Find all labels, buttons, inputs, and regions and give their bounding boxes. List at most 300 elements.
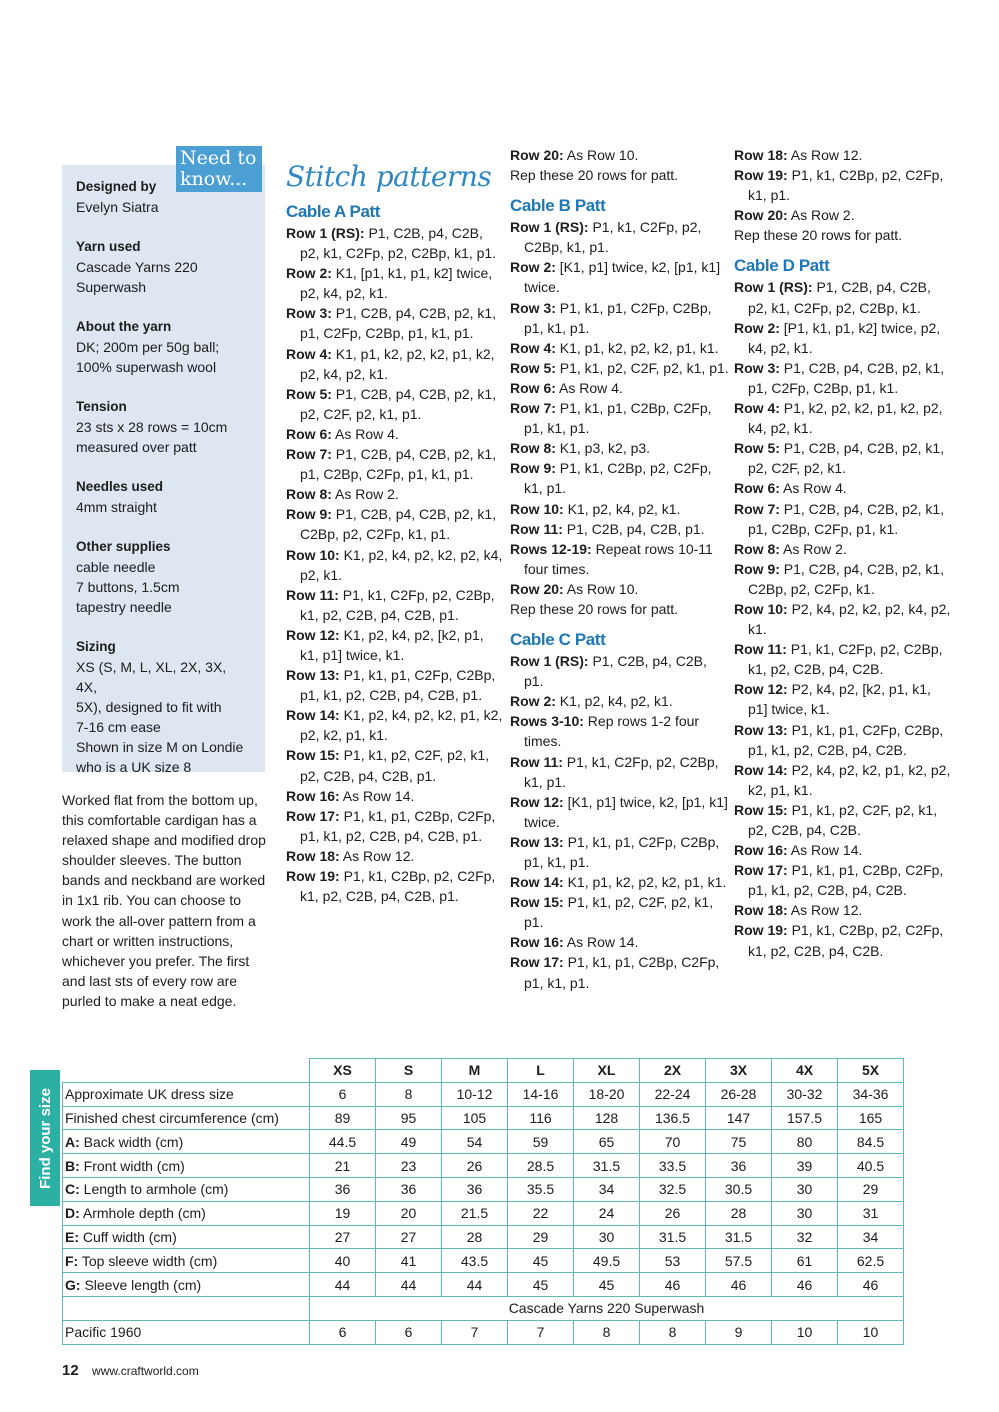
measurement-value: 39	[772, 1154, 838, 1178]
measurement-value: 49	[376, 1130, 442, 1154]
info-line: 23 sts x 28 rows = 10cm	[76, 419, 228, 435]
pattern-row	[734, 599, 954, 639]
size-header: XL	[574, 1059, 640, 1083]
measurement-value: 26-28	[706, 1082, 772, 1106]
measurement-value: 165	[838, 1106, 904, 1130]
pattern-column-2	[510, 145, 730, 993]
row-label: Row 15:	[734, 801, 788, 818]
row-text: As Row 4.	[555, 379, 623, 396]
pattern-row	[510, 892, 730, 932]
measurement-value: 46	[838, 1273, 904, 1297]
pattern-row	[286, 866, 506, 906]
measurement-value: 44.5	[310, 1130, 376, 1154]
spacer	[734, 245, 954, 255]
row-label: Row 2:	[286, 265, 332, 282]
row-label: Row 18:	[286, 847, 340, 864]
row-label: Row 16:	[286, 787, 340, 804]
measurement-name: Top sleeve width (cm)	[78, 1252, 218, 1269]
row-label: Row 9:	[734, 560, 780, 577]
stitch-patterns-title: Stitch patterns	[286, 160, 492, 193]
pattern-row	[734, 679, 954, 719]
row-label: Row 12:	[510, 793, 564, 810]
intro-text: Worked flat from the bottom up, this comfortable cardigan has a relaxed shape and modified drop shoulder sleeves. The button bands and neckband are worked in 1x1 rib. You can choose to work the all-over pattern from a chart or written instructions, whichever you prefer. The first and last sts of every row are purled to make a neat edge.	[62, 792, 266, 1009]
spacer	[510, 185, 730, 195]
measurement-value: 30	[772, 1177, 838, 1201]
measurement-value: 30	[574, 1225, 640, 1249]
row-label: Row 11:	[510, 520, 563, 537]
pattern-row	[510, 398, 730, 438]
row-text: P1, k1, C2Bp, p2, C2Fp, k1, p1.	[748, 167, 944, 204]
row-text: K1, p1, k2, p2, k2, p1, k1.	[563, 874, 727, 891]
info-line: tapestry needle	[76, 599, 172, 615]
row-label: Row 4:	[286, 345, 332, 362]
row-text: P1, k1, C2Fp, p2, C2Bp, k1, p1.	[524, 219, 702, 256]
pattern-row	[734, 358, 954, 398]
pattern-section-title: Cable D Patt	[734, 256, 830, 276]
row-label: Row 11:	[510, 753, 563, 770]
info-heading: Tension	[76, 399, 127, 414]
pattern-row	[734, 499, 954, 539]
row-text: K1, [p1, k1, p1, k2] twice, p2, k4, p2, k1.	[300, 265, 493, 302]
row-text: P1, k1, p1, C2Fp, C2Bp, p1, k1, p1.	[524, 833, 720, 870]
measurement-value: 27	[376, 1225, 442, 1249]
row-label: Row 6:	[510, 379, 556, 396]
measurement-key: E:	[65, 1228, 79, 1245]
measurement-value: 23	[376, 1154, 442, 1178]
row-label: Row 10:	[510, 500, 564, 517]
row-label: Row 14:	[734, 761, 788, 778]
row-label: Row 6:	[734, 480, 780, 497]
row-label: Row 5:	[734, 440, 780, 457]
row-label: Row 8:	[510, 440, 556, 457]
measurement-name: Sleeve length (cm)	[80, 1276, 202, 1293]
row-label: Row 13:	[286, 667, 340, 684]
measurement-value: 33.5	[640, 1154, 706, 1178]
info-line: Cascade Yarns 220	[76, 259, 198, 275]
measurement-value: 20	[376, 1201, 442, 1225]
measurement-value: 19	[310, 1201, 376, 1225]
pattern-row	[510, 832, 730, 872]
yarn-heading: Cascade Yarns 220 Superwash	[310, 1296, 904, 1320]
measurement-value: 54	[442, 1130, 508, 1154]
row-label: Row 11:	[734, 641, 787, 658]
measurement-value: 28	[442, 1225, 508, 1249]
measurement-value: 89	[310, 1106, 376, 1130]
measurement-value: 21	[310, 1154, 376, 1178]
measurement-value: 28	[706, 1201, 772, 1225]
row-label: Row 4:	[510, 339, 556, 356]
row-label: Row 9:	[510, 460, 556, 477]
measurement-value: 6	[310, 1082, 376, 1106]
row-label: Row 2:	[510, 259, 556, 276]
measurement-value: 65	[574, 1130, 640, 1154]
measurement-value: 44	[442, 1273, 508, 1297]
pattern-row	[734, 639, 954, 679]
row-label: Row 15:	[510, 894, 564, 911]
measurement-label	[63, 1201, 310, 1225]
pattern-row	[510, 539, 730, 579]
row-label: Row 17:	[734, 862, 788, 879]
measurement-name: Finished chest circumference (cm)	[65, 1109, 279, 1126]
row-label: Row 5:	[510, 359, 556, 376]
row-text: P1, C2B, p4, C2B, p2, k1, p2, C2F, p2, k1.	[748, 440, 945, 477]
info-section	[76, 397, 251, 457]
yarn-label: Pacific 1960	[63, 1320, 310, 1344]
row-text: K1, p2, k4, p2, k1.	[563, 500, 681, 517]
row-label: Row 9:	[286, 506, 332, 523]
pattern-row	[734, 840, 954, 860]
measurement-value: 80	[772, 1130, 838, 1154]
measurement-value: 30.5	[706, 1177, 772, 1201]
measurement-value: 45	[574, 1273, 640, 1297]
pattern-row	[286, 384, 506, 424]
yarn-row	[63, 1320, 904, 1344]
yarn-value: 7	[508, 1320, 574, 1344]
table-row	[63, 1082, 904, 1106]
info-line: Superwash	[76, 279, 147, 295]
pattern-row	[734, 165, 954, 205]
row-label: Rows 12-19:	[510, 540, 592, 557]
row-text: As Row 14.	[339, 787, 415, 804]
pattern-row	[286, 745, 506, 785]
measurement-value: 84.5	[838, 1130, 904, 1154]
pattern-row	[510, 651, 730, 691]
pattern-section-title: Cable B Patt	[510, 196, 606, 216]
pattern-row	[286, 223, 506, 263]
size-header: L	[508, 1059, 574, 1083]
measurement-value: 36	[442, 1177, 508, 1201]
pattern-row	[734, 478, 954, 498]
info-line: 7-16 cm ease	[76, 719, 161, 735]
row-text: As Row 2.	[779, 540, 847, 557]
row-text: P1, C2B, p4, C2B, p2, k1, C2Bp, p2, C2Fp, k1.	[748, 560, 945, 597]
row-label: Row 5:	[286, 385, 332, 402]
size-header: 2X	[640, 1059, 706, 1083]
info-section	[76, 477, 251, 517]
row-text: P1, C2B, p4, C2B, p2, k1, C2Fp, p2, C2Bp, k1.	[748, 279, 931, 316]
measurement-label	[63, 1225, 310, 1249]
measurement-key: C:	[65, 1181, 80, 1198]
row-text: As Row 2.	[331, 486, 399, 503]
row-text: K1, p1, k2, p2, k2, p1, k1.	[555, 339, 719, 356]
measurement-name: Armhole depth (cm)	[79, 1205, 206, 1222]
row-label: Row 1 (RS):	[734, 279, 813, 296]
measurement-label	[63, 1273, 310, 1297]
row-text: As Row 4.	[331, 425, 399, 442]
pattern-row	[286, 705, 506, 745]
table-row	[63, 1225, 904, 1249]
row-text: As Row 4.	[779, 480, 847, 497]
info-line: 7 buttons, 1.5cm	[76, 579, 180, 595]
pattern-row	[734, 860, 954, 900]
pattern-row	[286, 484, 506, 504]
size-header: S	[376, 1059, 442, 1083]
pattern-row	[510, 378, 730, 398]
measurement-value: 36	[376, 1177, 442, 1201]
pattern-row	[734, 760, 954, 800]
measurement-name: Back width (cm)	[79, 1133, 184, 1150]
row-label: Row 16:	[510, 934, 564, 951]
measurement-value: 44	[376, 1273, 442, 1297]
row-label: Row 4:	[734, 400, 780, 417]
row-label: Row 19:	[734, 922, 788, 939]
size-header: 3X	[706, 1059, 772, 1083]
measurement-value: 35.5	[508, 1177, 574, 1201]
measurement-label	[63, 1082, 310, 1106]
pattern-row	[734, 398, 954, 438]
row-text: P1, k1, p1, C2Fp, C2Bp, p1, k1, p2, C2B, p4, C2B.	[748, 721, 944, 758]
measurement-value: 45	[508, 1249, 574, 1273]
row-label: Row 3:	[510, 299, 556, 316]
row-label: Row 10:	[734, 600, 788, 617]
page-number: 12	[62, 1362, 79, 1379]
row-text: P2, k4, p2, k2, p1, k2, p2, k2, p1, k1.	[748, 761, 951, 798]
row-text: P2, k4, p2, k2, p2, k4, p2, k1.	[748, 600, 951, 638]
measurement-value: 61	[772, 1249, 838, 1273]
pattern-note: Rep these 20 rows for patt.	[734, 227, 903, 244]
measurement-value: 46	[772, 1273, 838, 1297]
info-heading: Designed by	[76, 179, 157, 194]
pattern-row	[734, 559, 954, 599]
measurement-value: 24	[574, 1201, 640, 1225]
row-label: Row 20:	[510, 147, 564, 163]
row-text: [P1, k1, p1, k2] twice, p2, k4, p2, k1.	[748, 319, 941, 356]
row-text: K1, p2, k4, p2, k2, p1, k2, p2, k2, p1, k1.	[300, 707, 503, 744]
row-label: Row 17:	[286, 807, 340, 824]
row-text: P1, C2B, p4, C2B, p2, k1, p1, C2Bp, C2Fp, p1, k1, p1.	[300, 446, 497, 483]
row-label: Row 2:	[510, 693, 556, 710]
pattern-row	[510, 711, 730, 751]
info-line: who is a UK size 8	[76, 759, 192, 775]
row-label: Row 19:	[286, 868, 340, 884]
measurement-value: 30	[772, 1201, 838, 1225]
info-line: XS (S, M, L, XL, 2X, 3X, 4X,	[76, 659, 227, 695]
table-header-row	[63, 1059, 904, 1083]
measurement-value: 45	[508, 1273, 574, 1297]
pattern-row	[510, 438, 730, 458]
info-heading: Other supplies	[76, 539, 171, 554]
measurement-value: 95	[376, 1106, 442, 1130]
row-text: P1, C2B, p4, C2B, p1.	[524, 653, 707, 690]
row-text: P1, k1, C2Fp, p2, C2Bp, k1, p2, C2B, p4, C2B, p1.	[300, 586, 495, 623]
table-row	[63, 1273, 904, 1297]
measurement-value: 44	[310, 1273, 376, 1297]
row-text: P1, C2B, p4, C2B, p2, k1, p1, C2Bp, C2Fp, p1, k1.	[748, 500, 945, 537]
row-label: Row 8:	[286, 486, 332, 503]
info-line: Shown in size M on Londie	[76, 739, 244, 755]
measurement-value: 14-16	[508, 1082, 574, 1106]
measurement-value: 26	[442, 1154, 508, 1178]
info-heading: About the yarn	[76, 319, 172, 334]
row-label: Row 7:	[286, 446, 332, 463]
pattern-row	[286, 625, 506, 665]
pattern-row	[510, 932, 730, 952]
row-text: P1, C2B, p4, C2B, p2, k1, p1, C2Fp, C2Bp, p1, k1, p1.	[300, 305, 497, 342]
measurement-value: 21.5	[442, 1201, 508, 1225]
table-row	[63, 1249, 904, 1273]
info-line: measured over patt	[76, 439, 197, 455]
pattern-row	[734, 720, 954, 760]
pattern-note: Rep these 20 rows for patt.	[510, 167, 679, 184]
row-label: Row 1 (RS):	[510, 653, 589, 670]
measurement-value: 62.5	[838, 1249, 904, 1273]
size-table	[62, 1058, 904, 1345]
row-label: Row 17:	[510, 954, 564, 971]
row-text: P1, k1, p1, C2Bp, C2Fp, p1, k1, p2, C2B, p4, C2B, p1.	[300, 807, 496, 844]
pattern-row	[510, 872, 730, 892]
measurement-value: 147	[706, 1106, 772, 1130]
measurement-label	[63, 1130, 310, 1154]
measurement-value: 57.5	[706, 1249, 772, 1273]
measurement-value: 116	[508, 1106, 574, 1130]
table-row	[63, 1130, 904, 1154]
pattern-column-1	[286, 145, 506, 906]
row-text: P1, C2B, p4, C2B, p2, k1, C2Bp, p2, C2Fp, k1, p1.	[300, 506, 497, 543]
measurement-value: 136.5	[640, 1106, 706, 1130]
row-text: As Row 10.	[563, 580, 639, 597]
pattern-row	[510, 499, 730, 519]
row-label: Row 11:	[286, 586, 339, 603]
pattern-row	[286, 424, 506, 444]
measurement-value: 27	[310, 1225, 376, 1249]
info-section	[76, 537, 251, 617]
pattern-row	[734, 900, 954, 920]
page-footer	[62, 1362, 199, 1379]
footer-url: www.craftworld.com	[92, 1364, 199, 1378]
size-header: M	[442, 1059, 508, 1083]
pattern-section-title: Cable C Patt	[510, 630, 606, 650]
row-text: P1, k1, p1, C2Fp, C2Bp, p1, k1, p1.	[524, 299, 712, 336]
pattern-row	[510, 217, 730, 257]
row-text: As Row 14.	[563, 934, 639, 951]
measurement-name: Length to armhole (cm)	[79, 1181, 229, 1198]
table-corner	[63, 1059, 310, 1083]
row-label: Row 14:	[510, 874, 564, 891]
row-text: P1, k1, p2, C2F, p2, k1, p2, C2B, p4, C2B, p1.	[300, 747, 490, 784]
measurement-value: 34	[838, 1225, 904, 1249]
row-text: K1, p2, k4, p2, [k2, p1, k1, p1] twice, k1.	[300, 626, 484, 663]
measurement-value: 32.5	[640, 1177, 706, 1201]
measurement-value: 53	[640, 1249, 706, 1273]
pattern-row	[286, 504, 506, 544]
row-label: Row 13:	[734, 721, 788, 738]
measurement-value: 36	[310, 1177, 376, 1201]
measurement-label	[63, 1106, 310, 1130]
row-text: [K1, p1] twice, k2, [p1, k1] twice.	[524, 793, 728, 830]
row-label: Row 3:	[286, 305, 332, 322]
info-section	[76, 637, 251, 777]
row-text: K1, p2, k4, p2, k2, p2, k4, p2, k1.	[300, 546, 503, 583]
row-text: P1, k1, p1, C2Bp, C2Fp, p1, k1, p1.	[524, 954, 720, 991]
measurement-value: 34	[574, 1177, 640, 1201]
measurement-name: Cuff width (cm)	[79, 1228, 177, 1245]
yarn-value: 6	[310, 1320, 376, 1344]
pattern-row	[510, 792, 730, 832]
row-label: Row 19:	[734, 167, 788, 184]
pattern-row	[510, 752, 730, 792]
measurement-value: 70	[640, 1130, 706, 1154]
size-header: 5X	[838, 1059, 904, 1083]
measurement-value: 75	[706, 1130, 772, 1154]
row-label: Row 13:	[510, 833, 564, 850]
row-label: Row 1 (RS):	[286, 225, 365, 241]
row-label: Row 20:	[734, 207, 788, 224]
row-text: As Row 12.	[339, 847, 415, 864]
pattern-row	[286, 545, 506, 585]
yarn-value: 6	[376, 1320, 442, 1344]
row-text: K1, p1, k2, p2, k2, p1, k2, p2, k4, p2, k1.	[300, 345, 495, 382]
row-label: Row 20:	[510, 580, 564, 597]
info-line: cable needle	[76, 559, 156, 575]
pattern-note: Rep these 20 rows for patt.	[510, 600, 679, 617]
yarn-heading-blank	[63, 1296, 310, 1320]
pattern-section-title: Cable A Patt	[286, 202, 381, 221]
pattern-row	[286, 303, 506, 343]
row-text: As Row 12.	[787, 147, 863, 163]
row-text: P1, C2B, p4, C2B, p1.	[562, 520, 705, 537]
measurement-value: 49.5	[574, 1249, 640, 1273]
info-line: Evelyn Siatra	[76, 199, 159, 215]
row-label: Rows 3-10:	[510, 713, 584, 730]
row-label: Row 8:	[734, 540, 780, 557]
row-label: Row 15:	[286, 747, 340, 764]
row-text: P1, C2B, p4, C2B, p2, k1, p1, C2Fp, C2Bp, p1, k1.	[748, 359, 945, 396]
measurement-value: 28.5	[508, 1154, 574, 1178]
row-text: P1, C2B, p4, C2B, p2, k1, p2, C2F, p2, k1, p1.	[300, 385, 497, 422]
info-heading: Sizing	[76, 639, 116, 654]
find-your-size-label: Find your size	[36, 1087, 54, 1189]
row-label: Row 2:	[734, 319, 780, 336]
info-line: 4mm straight	[76, 499, 157, 515]
info-line: DK; 200m per 50g ball;	[76, 339, 220, 355]
pattern-row	[286, 786, 506, 806]
size-header: 4X	[772, 1059, 838, 1083]
row-text: P1, k1, p2, C2F, p2, k1, p2, C2B, p4, C2B.	[748, 801, 938, 838]
measurement-value: 31.5	[706, 1225, 772, 1249]
measurement-key: F:	[65, 1252, 79, 1269]
pattern-row	[510, 257, 730, 297]
measurement-value: 157.5	[772, 1106, 838, 1130]
pattern-row	[734, 438, 954, 478]
measurement-value: 26	[640, 1201, 706, 1225]
row-text: P1, C2B, p4, C2B, p2, k1, C2Fp, p2, C2Bp, k1, p1.	[300, 225, 497, 262]
row-text: P1, k1, p1, C2Bp, C2Fp, p1, k1, p1.	[524, 400, 712, 437]
row-text: As Row 2.	[787, 207, 855, 224]
measurement-label	[63, 1177, 310, 1201]
row-text: Repeat rows 10-11 four times.	[524, 540, 713, 577]
yarn-value: 7	[442, 1320, 508, 1344]
measurement-value: 40	[310, 1249, 376, 1273]
row-text: P1, k2, p2, k2, p1, k2, p2, k4, p2, k1.	[748, 400, 943, 437]
row-text: K1, p2, k4, p2, k1.	[555, 693, 673, 710]
row-label: Row 10:	[286, 546, 340, 563]
info-line: 100% superwash wool	[76, 359, 217, 375]
info-line: 5X), designed to fit with	[76, 699, 222, 715]
row-label: Row 12:	[734, 681, 788, 698]
row-label: Row 12:	[286, 626, 340, 643]
pattern-row	[286, 806, 506, 846]
row-label: Row 7:	[734, 500, 780, 517]
measurement-value: 31	[838, 1201, 904, 1225]
row-text: [K1, p1] twice, k2, [p1, k1] twice.	[524, 259, 721, 296]
pattern-row	[734, 318, 954, 358]
row-text: K1, p3, k2, p3.	[555, 440, 651, 457]
pattern-row	[286, 585, 506, 625]
measurement-key: D:	[65, 1205, 80, 1222]
measurement-value: 32	[772, 1225, 838, 1249]
table-row	[63, 1177, 904, 1201]
yarn-heading-row	[63, 1296, 904, 1320]
